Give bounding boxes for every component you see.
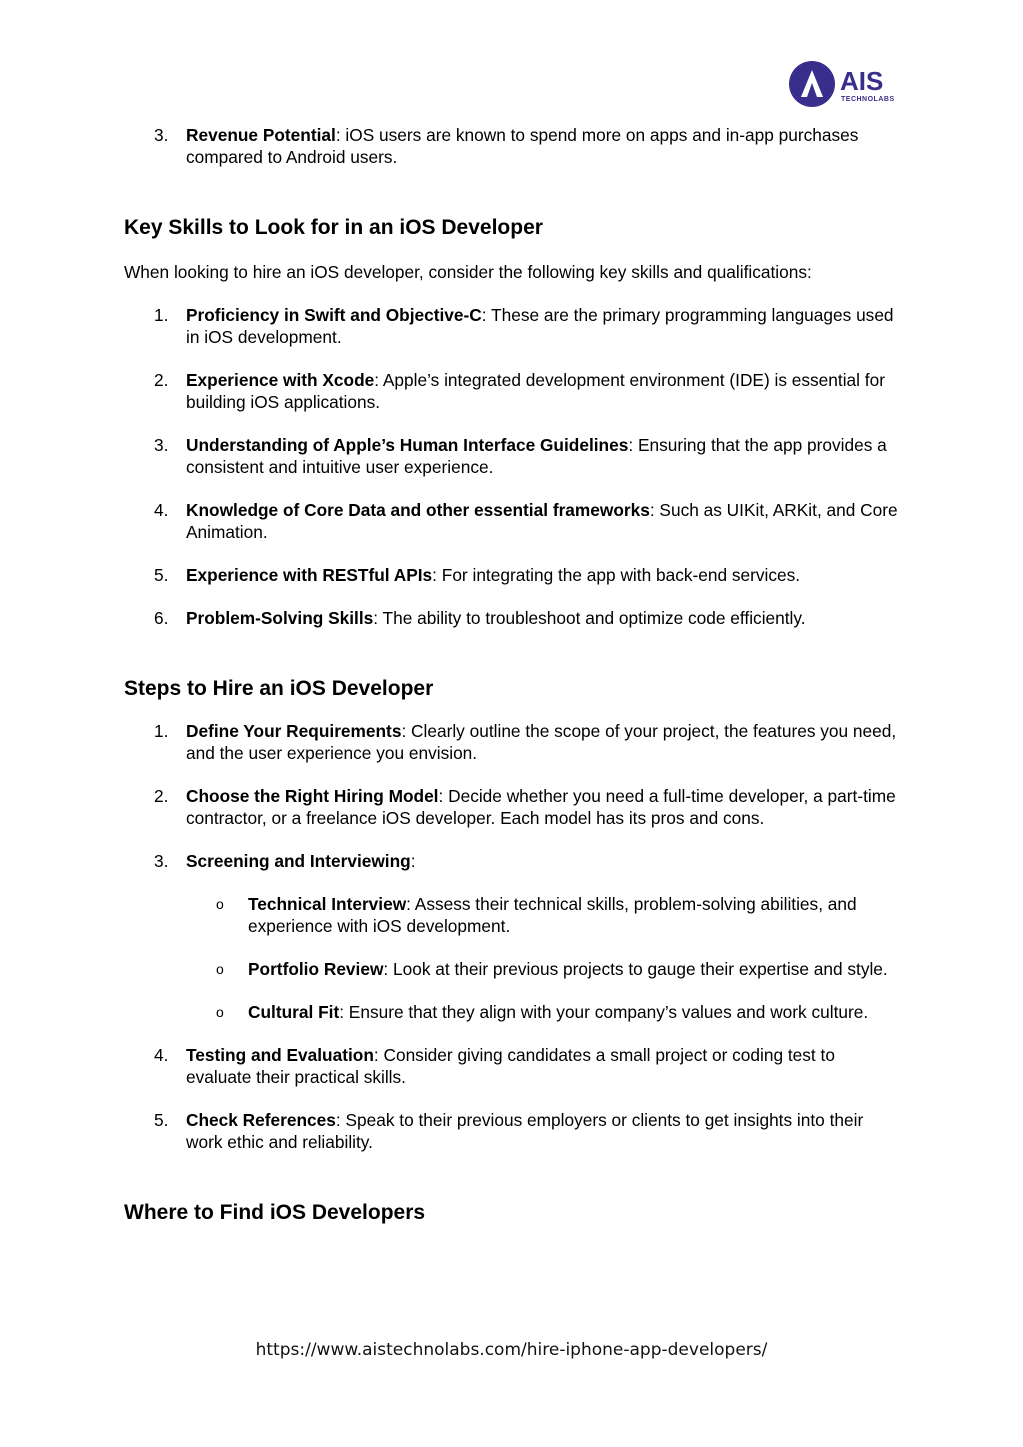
list-item: 2. Choose the Right Hiring Model: Decide whether you need a full-time developer, a part-time contractor, or a freelance iOS developer. Each model has its pros and cons.: [154, 786, 896, 828]
list-item: 4. Knowledge of Core Data and other essential frameworks: Such as UIKit, ARKit, and Core Animation.: [154, 500, 898, 542]
sub-list-item: o Technical Interview: Assess their technical skills, problem-solving abilities, and experience with iOS development.: [216, 894, 857, 936]
svg-text:AIS: AIS: [840, 66, 884, 96]
section-heading: Where to Find iOS Developers: [124, 1201, 426, 1224]
list-item: 3. Revenue Potential: iOS users are known to spend more on apps and in-app purchases compared to Android users.: [154, 125, 859, 167]
list-item: 1. Proficiency in Swift and Objective-C: These are the primary programming languages used in iOS development.: [154, 305, 894, 347]
list-item: 6. Problem-Solving Skills: The ability to troubleshoot and optimize code efficiently.: [154, 608, 806, 628]
section-heading: Key Skills to Look for in an iOS Developer: [124, 216, 543, 239]
svg-text:TECHNOLABS: TECHNOLABS: [841, 96, 895, 103]
list-item: 2. Experience with Xcode: Apple’s integrated development environment (IDE) is essential for building iOS applications.: [154, 370, 885, 412]
list-item: 3. Screening and Interviewing:: [154, 851, 416, 871]
sub-list-item: o Cultural Fit: Ensure that they align with your company’s values and work culture.: [216, 1002, 869, 1022]
company-logo: [788, 60, 904, 108]
paragraph: When looking to hire an iOS developer, consider the following key skills and qualifications:: [124, 262, 812, 282]
section-heading: Steps to Hire an iOS Developer: [124, 677, 434, 700]
list-item: 1. Define Your Requirements: Clearly outline the scope of your project, the features you need, and the user experience you envision.: [154, 721, 897, 763]
document-body: [124, 124, 900, 1226]
list-item: 5. Check References: Speak to their previous employers or clients to get insights into their work ethic and reliability.: [154, 1110, 864, 1152]
list-item: 4. Testing and Evaluation: Consider giving candidates a small project or coding test to evaluate their practical skills.: [154, 1045, 835, 1087]
footer-url[interactable]: https://www.aistechnolabs.com/hire-iphone-app-developers/: [255, 1340, 768, 1360]
sub-list-item: o Portfolio Review: Look at their previous projects to gauge their expertise and style.: [216, 959, 888, 979]
list-item: 3. Understanding of Apple’s Human Interface Guidelines: Ensuring that the app provides a consistent and intuitive user experience.: [154, 435, 887, 477]
list-item: 5. Experience with RESTful APIs: For integrating the app with back-end services.: [154, 565, 801, 585]
